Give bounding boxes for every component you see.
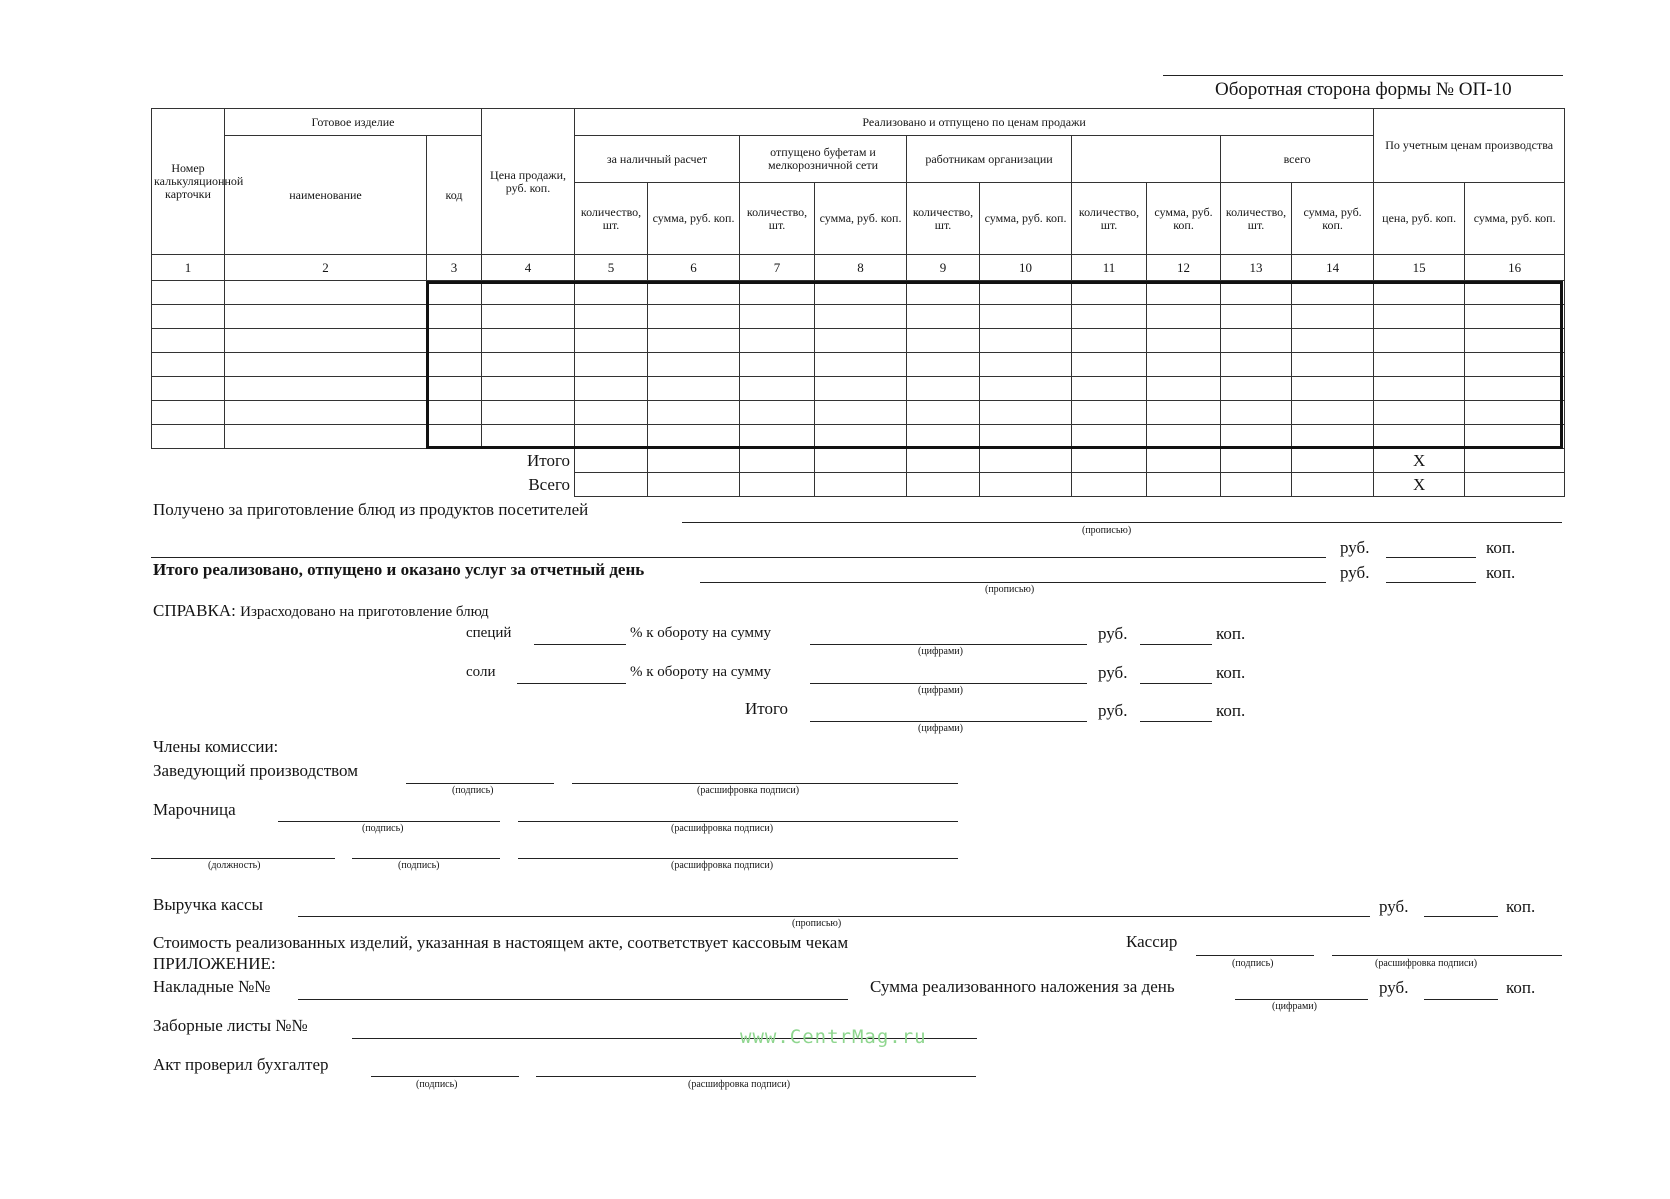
- table-row: [152, 425, 1565, 449]
- salt-percent-line[interactable]: [517, 683, 626, 684]
- col-number: 16: [1465, 255, 1565, 281]
- table-row: [152, 329, 1565, 353]
- caption-words: (прописью): [1082, 525, 1132, 536]
- total-sold-line[interactable]: [700, 582, 1326, 583]
- header-card-number: Номер калькуляционной карточки: [152, 109, 225, 255]
- header-buffets: отпущено буфетам и мелкорозничной сети: [740, 136, 907, 183]
- member-signature-line[interactable]: [352, 858, 500, 859]
- rub-label: руб.: [1379, 978, 1409, 997]
- header-qty: количество, шт.: [907, 183, 980, 255]
- watermark: www.CentrMag.ru: [740, 1026, 927, 1048]
- received-kop-line[interactable]: [1386, 557, 1476, 558]
- table-row: [152, 305, 1565, 329]
- header-code: код: [427, 136, 482, 255]
- itogo-label: Итого: [526, 451, 571, 471]
- header-qty: количество, шт.: [1072, 183, 1147, 255]
- kop-label: коп.: [1486, 538, 1516, 557]
- kop-label: коп.: [1216, 701, 1246, 720]
- markup-label: Сумма реализованного наложения за день: [870, 977, 1175, 996]
- caption-signature: (подпись): [362, 823, 404, 834]
- col-number: 8: [815, 255, 907, 281]
- markup-kop-line[interactable]: [1424, 999, 1498, 1000]
- col-number: 2: [225, 255, 427, 281]
- spravka-itogo-line[interactable]: [810, 721, 1087, 722]
- caption-digits: (цифрами): [918, 646, 963, 657]
- spices-kop-line[interactable]: [1140, 644, 1212, 645]
- percent-label: % к обороту на сумму: [630, 625, 772, 641]
- kop-label: коп.: [1486, 563, 1516, 582]
- kop-label: коп.: [1506, 978, 1536, 997]
- member-position-line[interactable]: [151, 858, 335, 859]
- cost-statement: Стоимость реализованных изделий, указанная в настоящем акте, соответствует кассовым чекам: [153, 933, 849, 952]
- caption-words: (прописью): [985, 584, 1035, 595]
- header-qty: количество, шт.: [1221, 183, 1292, 255]
- production-head-label: Заведующий производством: [153, 761, 358, 780]
- header-sum: сумма, руб. коп.: [815, 183, 907, 255]
- kop-label: коп.: [1506, 897, 1536, 916]
- total-sold-kop-line[interactable]: [1386, 582, 1476, 583]
- accountant-label: Акт проверил бухгалтер: [153, 1055, 329, 1074]
- col-number: 9: [907, 255, 980, 281]
- intake-sheets-label: Заборные листы №№: [153, 1016, 308, 1035]
- caption-signature-decode: (расшифровка подписи): [697, 785, 800, 796]
- caption-digits: (цифрами): [918, 685, 963, 696]
- col-number: 12: [1147, 255, 1221, 281]
- header-sum: сумма, руб. коп.: [1292, 183, 1374, 255]
- spices-sum-line[interactable]: [810, 644, 1087, 645]
- spravka-text: Израсходовано на приготовление блюд: [240, 604, 489, 620]
- col-number: 15: [1374, 255, 1465, 281]
- table-row-itogo: [152, 449, 1565, 473]
- caption-signature-decode: (расшифровка подписи): [1375, 958, 1478, 969]
- cashier-signature-line[interactable]: [1196, 955, 1314, 956]
- col-number: 10: [980, 255, 1072, 281]
- total-sold-label: Итого реализовано, отпущено и оказано услуг за отчетный день: [153, 560, 645, 579]
- caption-digits: (цифрами): [918, 723, 963, 734]
- caption-signature: (подпись): [1232, 958, 1274, 969]
- header-product: Готовое изделие: [225, 109, 482, 136]
- header-qty: количество, шт.: [740, 183, 815, 255]
- rub-label: руб.: [1340, 538, 1370, 557]
- header-acc-price: цена, руб. коп.: [1374, 183, 1465, 255]
- salt-kop-line[interactable]: [1140, 683, 1212, 684]
- header-sum: сумма, руб. коп.: [980, 183, 1072, 255]
- appendix-label: ПРИЛОЖЕНИЕ:: [153, 954, 276, 973]
- cash-revenue-label: Выручка кассы: [153, 895, 263, 914]
- salt-sum-line[interactable]: [810, 683, 1087, 684]
- received-words-line-2[interactable]: [151, 557, 1326, 558]
- vsego-label: Всего: [528, 475, 571, 494]
- header-blank: [1072, 136, 1221, 183]
- sales-table: [151, 108, 1565, 497]
- spices-percent-line[interactable]: [534, 644, 626, 645]
- col-number: 1: [152, 255, 225, 281]
- percent-label: % к обороту на сумму: [630, 664, 772, 680]
- caption-signature-decode: (расшифровка подписи): [671, 823, 774, 834]
- invoices-label: Накладные №№: [153, 977, 271, 996]
- invoices-line[interactable]: [298, 999, 848, 1000]
- commission-label: Члены комиссии:: [153, 737, 279, 756]
- production-head-signature-line[interactable]: [406, 783, 554, 784]
- header-sum: сумма, руб. коп.: [1147, 183, 1221, 255]
- rub-label: руб.: [1098, 663, 1128, 682]
- cash-revenue-line[interactable]: [298, 916, 1370, 917]
- salt-label: соли: [466, 664, 496, 680]
- marker-decode-line[interactable]: [518, 821, 958, 822]
- header-accounting-prices: По учетным ценам производства: [1374, 109, 1565, 183]
- table-row-vsego: [152, 473, 1565, 497]
- markup-sum-line[interactable]: [1235, 999, 1368, 1000]
- caption-digits: (цифрами): [1272, 1001, 1317, 1012]
- header-qty: количество, шт.: [575, 183, 648, 255]
- col-number: 6: [648, 255, 740, 281]
- x-mark: X: [1374, 449, 1465, 473]
- kop-label: коп.: [1216, 624, 1246, 643]
- cashier-label: Кассир: [1126, 932, 1178, 951]
- caption-signature: (подпись): [452, 785, 494, 796]
- col-number: 14: [1292, 255, 1374, 281]
- rub-label: руб.: [1098, 701, 1128, 720]
- production-head-decode-line[interactable]: [572, 783, 958, 784]
- x-mark: X: [1374, 473, 1465, 497]
- header-name: наименование: [225, 136, 427, 255]
- accountant-decode-line[interactable]: [536, 1076, 976, 1077]
- accountant-signature-line[interactable]: [371, 1076, 519, 1077]
- header-price: Цена продажи, руб. коп.: [482, 109, 575, 255]
- rub-label: руб.: [1098, 624, 1128, 643]
- member-decode-line[interactable]: [518, 858, 958, 859]
- header-sold: Реализовано и отпущено по ценам продажи: [575, 109, 1374, 136]
- spravka-itogo-kop-line[interactable]: [1140, 721, 1212, 722]
- caption-signature: (подпись): [398, 860, 440, 871]
- header-cash: за наличный расчет: [575, 136, 740, 183]
- cashier-decode-line[interactable]: [1332, 955, 1562, 956]
- kop-label: коп.: [1216, 663, 1246, 682]
- marker-signature-line[interactable]: [278, 821, 500, 822]
- col-number: 13: [1221, 255, 1292, 281]
- col-number: 5: [575, 255, 648, 281]
- cash-revenue-kop-line[interactable]: [1424, 916, 1498, 917]
- header-line: [1163, 75, 1563, 76]
- table-row: [152, 377, 1565, 401]
- rub-label: руб.: [1379, 897, 1409, 916]
- header-workers: работникам организации: [907, 136, 1072, 183]
- received-label: Получено за приготовление блюд из продуктов посетителей: [153, 500, 589, 519]
- caption-signature: (подпись): [416, 1079, 458, 1090]
- rub-label: руб.: [1340, 563, 1370, 582]
- spravka-itogo-label: Итого: [745, 699, 789, 718]
- caption-signature-decode: (расшифровка подписи): [688, 1079, 791, 1090]
- header-total: всего: [1221, 136, 1374, 183]
- table-row: [152, 353, 1565, 377]
- col-number: 11: [1072, 255, 1147, 281]
- header-acc-sum: сумма, руб. коп.: [1465, 183, 1565, 255]
- col-number: 7: [740, 255, 815, 281]
- table-row: [152, 281, 1565, 305]
- header-sum: сумма, руб. коп.: [648, 183, 740, 255]
- spices-label: специй: [466, 625, 512, 641]
- table-row: [152, 401, 1565, 425]
- spravka-label: СПРАВКА:: [153, 601, 236, 620]
- col-number: 4: [482, 255, 575, 281]
- spravka-block: [153, 601, 489, 622]
- col-number: 3: [427, 255, 482, 281]
- caption-signature-decode: (расшифровка подписи): [671, 860, 774, 871]
- received-words-line[interactable]: [682, 522, 1562, 523]
- form-title: Оборотная сторона формы № ОП-10: [1215, 79, 1512, 100]
- marker-label: Марочница: [153, 800, 236, 819]
- caption-words: (прописью): [792, 918, 842, 929]
- caption-position: (должность): [208, 860, 261, 871]
